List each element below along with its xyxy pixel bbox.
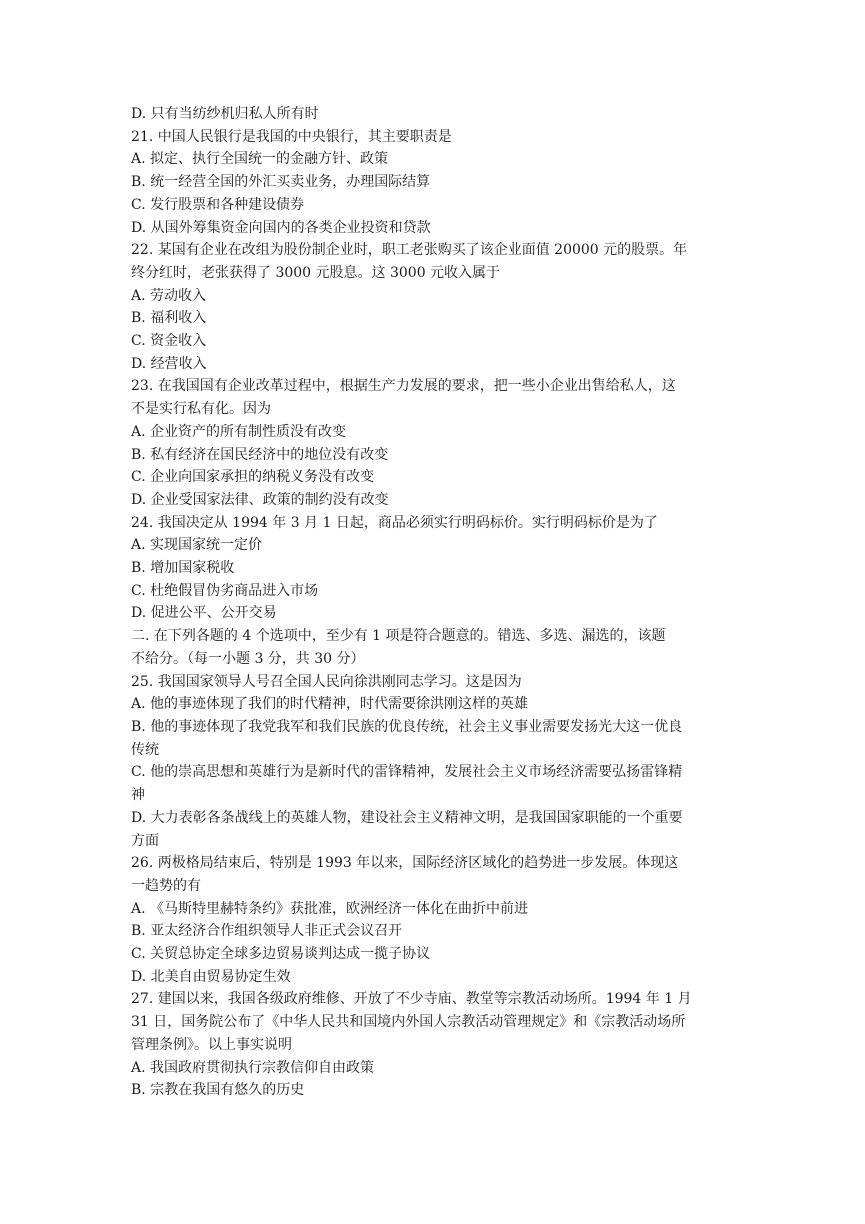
- question-text: 不是实行私有化。因为: [131, 401, 271, 418]
- question-text: 26. 两极格局结束后，特别是 1993 年以来，国际经济区域化的趋势进一步发展。体现这: [131, 855, 679, 872]
- option-text: D. 企业受国家法律、政策的制约没有改变: [131, 491, 389, 508]
- option-text: D. 北美自由贸易协定生效: [131, 968, 291, 985]
- question-text: 25. 我国国家领导人号召全国人民向徐洪刚同志学习。这是因为: [131, 673, 522, 690]
- question-text: 管理条例》。以上事实说明: [131, 1036, 292, 1053]
- option-text: B. 他的事迹体现了我党我军和我们民族的优良传统，社会主义事业需要发扬光大这一优良: [131, 718, 683, 735]
- question-text: 31 日，国务院公布了《中华人民共和国境内外国人宗教活动管理规定》和《宗教活动场所: [131, 1014, 686, 1031]
- option-text: B. 亚太经济合作组织领导人非正式会议召开: [131, 923, 403, 940]
- option-text: D. 促进公平、公开交易: [131, 605, 277, 622]
- option-text: C. 资金收入: [131, 333, 207, 350]
- option-text: C. 他的崇高思想和英雄行为是新时代的雷锋精神，发展社会主义市场经济需要弘扬雷锋精: [131, 764, 683, 781]
- option-text: B. 增加国家税收: [131, 560, 235, 577]
- option-text: 传统: [131, 741, 159, 758]
- option-text: B. 宗教在我国有悠久的历史: [131, 1082, 305, 1099]
- option-text: A. 企业资产的所有制性质没有改变: [131, 423, 347, 440]
- section-heading: 二. 在下列各题的 4 个选项中，至少有 1 项是符合题意的。错选、多选、漏选的，该题: [131, 628, 666, 645]
- question-text: 21. 中国人民银行是我国的中央银行，其主要职责是: [131, 128, 452, 145]
- option-text: C. 杜绝假冒伪劣商品进入市场: [131, 582, 319, 599]
- option-text: D. 大力表彰各条战线上的英雄人物，建设社会主义精神文明，是我国国家职能的一个重要: [131, 809, 683, 826]
- option-text: B. 福利收入: [131, 310, 207, 327]
- option-text: A. 我国政府贯彻执行宗教信仰自由政策: [131, 1059, 375, 1076]
- question-text: 27. 建国以来，我国各级政府维修、开放了不少寺庙、教堂等宗教活动场所。1994 年 1 月: [131, 991, 692, 1008]
- option-text: B. 私有经济在国民经济中的地位没有改变: [131, 446, 389, 463]
- option-text: A. 拟定、执行全国统一的金融方针、政策: [131, 151, 389, 168]
- option-text: D. 只有当纺纱机归私人所有时: [131, 106, 319, 122]
- option-text: D. 经营收入: [131, 355, 207, 372]
- option-text: 神: [131, 787, 145, 804]
- option-text: A. 他的事迹体现了我们的时代精神，时代需要徐洪刚这样的英雄: [131, 696, 529, 713]
- option-text: A. 劳动收入: [131, 287, 207, 304]
- question-text: 一趋势的有: [131, 877, 201, 894]
- question-text: 23. 在我国国有企业改革过程中，根据生产力发展的要求，把一些小企业出售给私人，这: [131, 378, 676, 395]
- option-text: 方面: [131, 832, 159, 849]
- option-text: D. 从国外筹集资金向国内的各类企业投资和贷款: [131, 219, 431, 236]
- option-text: C. 企业向国家承担的纳税义务没有改变: [131, 469, 375, 486]
- option-text: C. 关贸总协定全球多边贸易谈判达成一揽子协议: [131, 946, 431, 963]
- option-text: A. 实现国家统一定价: [131, 537, 263, 554]
- option-text: C. 发行股票和各种建设债券: [131, 196, 305, 213]
- section-heading: 不给分。（每一小题 3 分，共 30 分）: [131, 650, 365, 667]
- option-text: A. 《马斯特里赫特条约》获批准，欧洲经济一体化在曲折中前进: [131, 900, 529, 917]
- question-text: 终分红时，老张获得了 3000 元股息。这 3000 元收入属于: [131, 264, 501, 281]
- question-text: 24. 我国决定从 1994 年 3 月 1 日起，商品必须实行明码标价。实行明码标价是为了: [131, 514, 658, 531]
- option-text: B. 统一经营全国的外汇买卖业务，办理国际结算: [131, 174, 431, 191]
- question-text: 22. 某国有企业在改组为股份制企业时，职工老张购买了该企业面值 20000 元的股票。年: [131, 242, 688, 259]
- document-page: [131, 103, 736, 1102]
